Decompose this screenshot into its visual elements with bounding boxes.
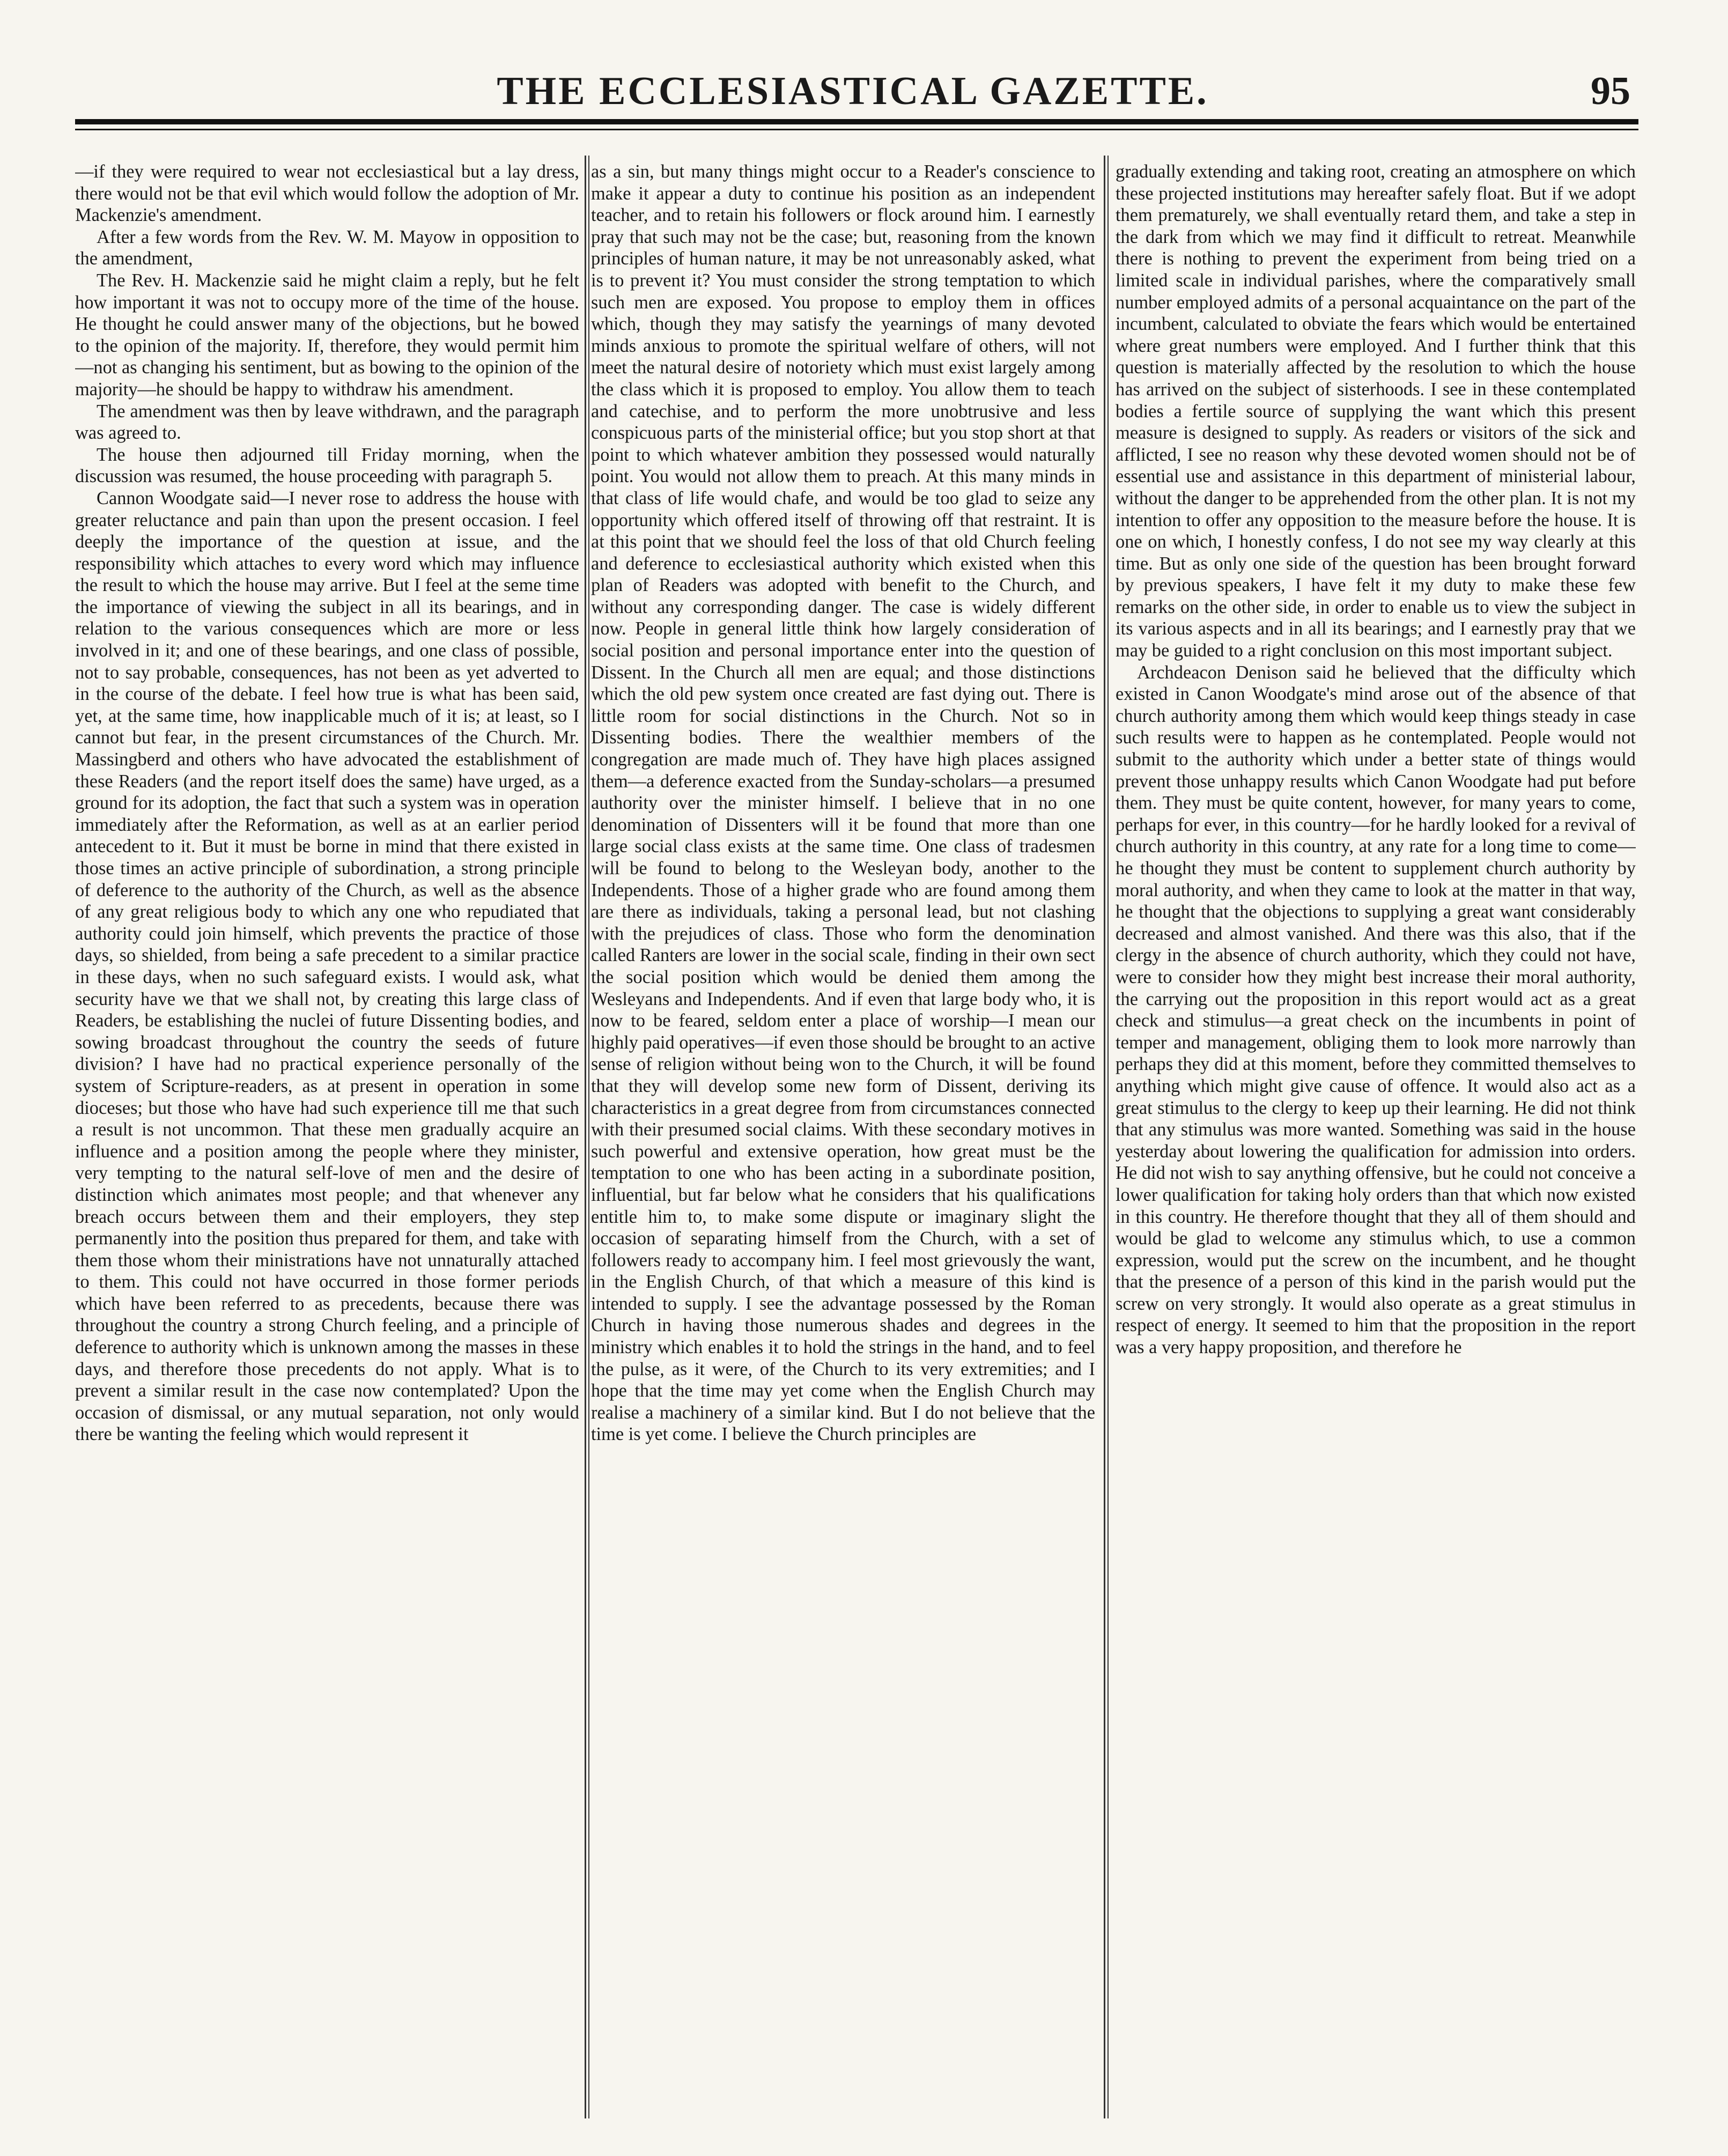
page-number: 95 [1591, 69, 1630, 113]
header-rule-thin [75, 129, 1638, 130]
paragraph: as a sin, but many things might occur to a Reader's conscience to make it appear a duty to continue his position as an independent teacher, and to retain his followers or flock around him. I earnestly pray that such may not be the case; but, reasoning from the known principles of human nature, it may be not unreasonably asked, what is to prevent it? You must consider the strong temptation to which such men are exposed. You propose to employ them in offices which, though they may satisfy the yearnings of many devoted minds anxious to promote the spiritual welfare of others, will not meet the natural desire of notoriety which must exist largely among the class which it is proposed to employ. You allow them to teach and catechise, and to perform the more unobtrusive and less conspicuous parts of the ministerial office; but you stop short at that point to which whatever ambition they possessed would naturally point. You would not allow them to preach. At this many minds in that class of life would chafe, and would be too glad to seize any opportunity which offered itself of throwing off that restraint. It is at this point that we should feel the loss of that old Church feeling and deference to ecclesiastical authority which existed when this plan of Readers was adopted with benefit to the Church, and without any corresponding danger. The case is widely different now. People in general little think how largely consideration of social position and personal importance enter into the question of Dissent. In the Church all men are equal; and those distinctions which the old pew system once created are fast dying out. There is little room for social distinctions in the Church. Not so in Dissenting bodies. There the wealthier members of the congregation are made much of. They have high places assigned them—a deference exacted from the Sunday-scholars—a presumed authority over the minister himself. I believe that in no one denomination of Dissenters will it be found that more than one large social class exists at the same time. One class of tradesmen will be found to belong to the Wesleyan body, another to the Independents. Those of a higher grade who are found among them are there as individuals, taking a personal lead, but not clashing with the prejudices of class. Those who form the denomination called Ranters are lower in the social scale, finding in their own sect the social position which would be denied them among the Wesleyans and Independents. And if even that large body who, it is now to be feared, seldom enter a place of worship—I mean our highly paid operatives—if even those should be brought to an active sense of religion without being won to the Church, it will be found that they will develop some new form of Dissent, deriving its characteristics in a great degree from from circumstances connected with their presumed social claims. With these secondary motives in such powerful and extensive operation, how great must be the temptation to one who has been acting in a subordinate position, influential, but far below what he considers that his qualifications entitle him to, to make some dispute or imaginary slight the occasion of separating himself from the Church, with a set of followers ready to accompany him. I feel most grievously the want, in the English Church, of that which a measure of this kind is intended to supply. I see the advantage possessed by the Roman Church in having those numerous shades and degrees in the ministry which enables it to hold the strings in the hand, and to feel the pulse, as it were, of the Church to its very extremities; and I hope that the time may yet come when the English Church may realise a machinery of a similar kind. But I do not believe that the time is yet come. I believe the Church principles are [591, 161, 1095, 1445]
paragraph: The house then adjourned till Friday morning, when the discussion was resumed, the house proceeding with paragraph 5. [75, 444, 579, 487]
paragraph: Cannon Woodgate said—I never rose to address the house with greater reluctance and pain than upon the present occasion. I feel deeply the importance of the question at issue, and the responsibility which attaches to every word which may influence the result to which the house may arrive. But I feel at the seme time the importance of viewing the subject in all its bearings, and in relation to the various consequences which are more or less involved in it; and one of these bearings, and one class of possible, not to say probable, consequences, has not been as yet adverted to in the course of the debate. I feel how true is what has been said, yet, at the same time, how inapplicable much of it is; at least, so I cannot but fear, in the present circumstances of the Church. Mr. Massingberd and others who have advocated the establishment of these Readers (and the report itself does the same) have urged, as a ground for its adoption, the fact that such a system was in operation immediately after the Reformation, as well as at an earlier period antecedent to it. But it must be borne in mind that there existed in those times an active principle of subordination, a strong principle of deference to the authority of the Church, as well as the absence of any great religious body to which any one who repudiated that authority could join himself, which prevents the practice of those days, so shielded, from being a safe precedent to a similar practice in these days, when no such safeguard exists. I would ask, what security have we that we shall not, by creating this large class of Readers, be establishing the nuclei of future Dissenting bodies, and sowing broadcast throughout the country the seeds of future division? I have had no practical experience personally of the system of Scripture-readers, as at present in operation in some dioceses; but those who have had such experience till me that such a result is not uncommon. That these men gradually acquire an influence and a position among the people where they minister, very tempting to the natural self-love of men and the desire of distinction which animates most people; and that whenever any breach occurs between them and their employers, they step permanently into the position thus prepared for them, and take with them those whom their ministrations have not unnaturally attached to them. This could not have occurred in those former periods which have been referred to as precedents, because there was throughout the country a strong Church feeling, and a principle of deference to authority which is unknown among the masses in these days, and therefore those precedents do not apply. What is to prevent a similar result in the case now contemplated? Upon the occasion of dismissal, or any mutual separation, not only would there be wanting the feeling which would represent it [75, 488, 579, 1445]
column-divider [1107, 156, 1109, 2118]
paragraph: Archdeacon Denison said he believed that the difficulty which existed in Canon Woodgate's mind arose out of the absence of that church authority among them which would keep things steady in case such results were to happen as he contemplated. People would not submit to the authority which under a better state of things would prevent those unhappy results which Canon Woodgate had put before them. They must be quite content, however, for many years to come, perhaps for ever, in this country—for he hardly looked for a revival of church authority in this country, at any rate for a long time to come—he thought they must be content to supplement church authority by moral authority, and when they came to look at the matter in that way, he thought that the objections to supplying a great want considerably decreased and almost vanished. And there was this also, that if the clergy in the absence of church authority, which they could not have, were to consider how they might best increase their moral authority, the carrying out the proposition in this report would act as a great check and stimulus—a great check on the incumbents in point of temper and management, obliging them to look more narrowly than perhaps they did at this moment, before they committed themselves to anything which might give cause of offence. It would also act as a great stimulus to the clergy to keep up their learning. He did not think that any stimulus was more wanted. Something was said in the house yesterday about lowering the qualification for admission into orders. He did not wish to say anything offensive, but he could not conceive a lower qualification for taking holy orders than that which now existed in this country. He therefore thought that they all of them should and would be glad to welcome any stimulus which, to use a common expression, would put the screw on the incumbent, and he thought that the presence of a person of this kind in the parish would put the screw on very strongly. It would also operate as a great stimulus in respect of energy. It seemed to him that the proposition in the report was a very happy proposition, and therefore he [1116, 662, 1636, 1358]
text-column-3 [1116, 161, 1636, 2135]
text-column-1 [75, 161, 579, 2135]
paragraph: The Rev. H. Mackenzie said he might claim a reply, but he felt how important it was not to occupy more of the time of the house. He thought he could answer many of the objections, but he bowed to the opinion of the majority. If, therefore, they would permit him—not as changing his sentiment, but as bowing to the opinion of the majority—he should be happy to withdraw his amendment. [75, 270, 579, 400]
column-divider [1104, 156, 1105, 2118]
paragraph: The amendment was then by leave withdrawn, and the paragraph was agreed to. [75, 401, 579, 444]
text-column-2 [591, 161, 1095, 2135]
paragraph: gradually extending and taking root, creating an atmosphere on which these projected institutions may hereafter safely float. But if we adopt them prematurely, we shall eventually retard them, and take a step in the dark from which we may find it difficult to retreat. Meanwhile there is nothing to prevent the experiment from being tried on a limited scale in individual parishes, where the comparatively small number employed admits of a personal acquaintance on the part of the incumbent, calculated to obviate the fears which would be entertained where great numbers were employed. And I further think that this question is materially affected by the resolution to which the house has arrived on the subject of sisterhoods. I see in these contemplated bodies a fertile source of supplying the want which this present measure is designed to supply. As readers or visitors of the sick and afflicted, I see no reason why these devoted women should not be of essential use and assistance in this department of ministerial labour, without the danger to be apprehended from the other plan. It is not my intention to offer any opposition to the measure before the house. It is one on which, I honestly confess, I do not see my way clearly at this time. But as only one side of the question has been brought forward by previous speakers, I have felt it my duty to make these few remarks on the other side, in order to enable us to view the subject in its various aspects and in all its bearings; and I earnestly pray that we may be guided to a right conclusion on this most important subject. [1116, 161, 1636, 661]
column-divider [588, 156, 589, 2118]
paragraph: —if they were required to wear not ecclesiastical but a lay dress, there would not be that evil which would follow the adoption of Mr. Mackenzie's amendment. [75, 161, 579, 226]
header-rule-thick [75, 119, 1638, 124]
page-header [75, 64, 1630, 118]
publication-title: THE ECCLESIASTICAL GAZETTE. [497, 69, 1209, 113]
paragraph: After a few words from the Rev. W. M. Mayow in opposition to the amendment, [75, 226, 579, 269]
column-divider [585, 156, 586, 2118]
